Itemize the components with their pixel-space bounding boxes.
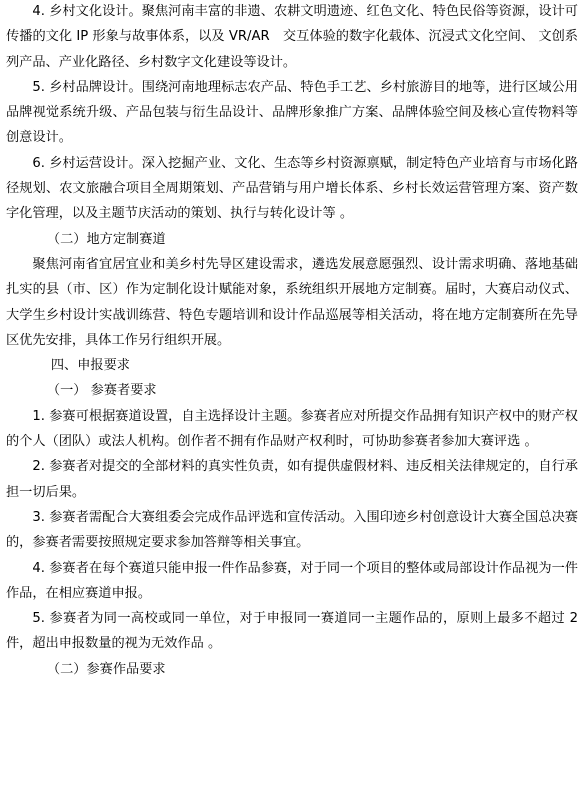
section-heading-work-requirements: （二）参赛作品要求	[46, 661, 166, 677]
paragraph-rural-culture-design: 4. 乡村文化设计。聚焦河南丰富的非遗、农耕文明遗迹、红色文化、特色民俗等资源，设计可传播的文化 IP 形象与故事体系，以及 VR/AR 交互体验的数字化载体、沉浸式文化空间、 文创系列产品、产业化路径、乡村数字文化建设等设计。	[6, 4, 578, 70]
paragraph-local-track: 聚焦河南省宜居宜业和美乡村先导区建设需求，遴选发展意愿强烈、设计需求明确、落地基础扎实的县（市、区）作为定制化设计赋能对象，系统组织开展地方定制赛。届时，大赛启动仪式、大学生乡村设计实战训练营、特色专题培训和设计作品巡展等相关活动，将在地方定制赛所在先导区优先安排，具体工作另行组织开展。	[6, 256, 578, 348]
section-heading-local-track: （二）地方定制赛道	[46, 231, 166, 247]
paragraph-requirement-1: 1. 参赛可根据赛道设置，自主选择设计主题。参赛者应对所提交作品拥有知识产权中的财产权的个人（团队）或法人机构。创作者不拥有作品财产权利时，可协助参赛者参加大赛评选 。	[6, 408, 578, 450]
paragraph-requirement-5: 5. 参赛者为同一高校或同一单位，对于申报同一赛道同一主题作品的，原则上最多不超过 2件，超出申报数量的视为无效作品 。	[6, 611, 578, 652]
paragraph-requirement-4: 4. 参赛者在每个赛道只能申报一件作品参赛，对于同一个项目的整体或局部设计作品视为一件作品，在相应赛道申报。	[6, 560, 578, 601]
paragraph-requirement-3: 3. 参赛者需配合大赛组委会完成作品评选和宣传活动。入围印迹乡村创意设计大赛全国总决赛的，参赛者需要按照规定要求参加答辩等相关事宜。	[6, 509, 578, 551]
paragraph-rural-brand-design: 5. 乡村品牌设计。围绕河南地理标志农产品、特色手工艺、乡村旅游目的地等，进行区域公用品牌视觉系统升级、产品包装与衍生品设计、品牌形象推广方案、品牌体验空间及核心宣传物料等创意设计。	[6, 79, 578, 146]
section-heading-requirements: 四、申报要求	[50, 358, 130, 374]
paragraph-requirement-2: 2. 参赛者对提交的全部材料的真实性负责，如有提供虚假材料、违反相关法律规定的，自行承担一切后果。	[6, 459, 578, 500]
section-heading-participant-requirements: （一） 参赛者要求	[46, 383, 157, 399]
paragraph-rural-operation-design: 6. 乡村运营设计。深入挖掘产业、文化、生态等乡村资源禀赋，制定特色产业培育与市场化路径规划、农文旅融合项目全周期策划、产品营销与用户增长体系、乡村长效运营管理方案、资产数字化管理，以及主题节庆活动的策划、执行与转化设计等 。	[6, 155, 578, 222]
